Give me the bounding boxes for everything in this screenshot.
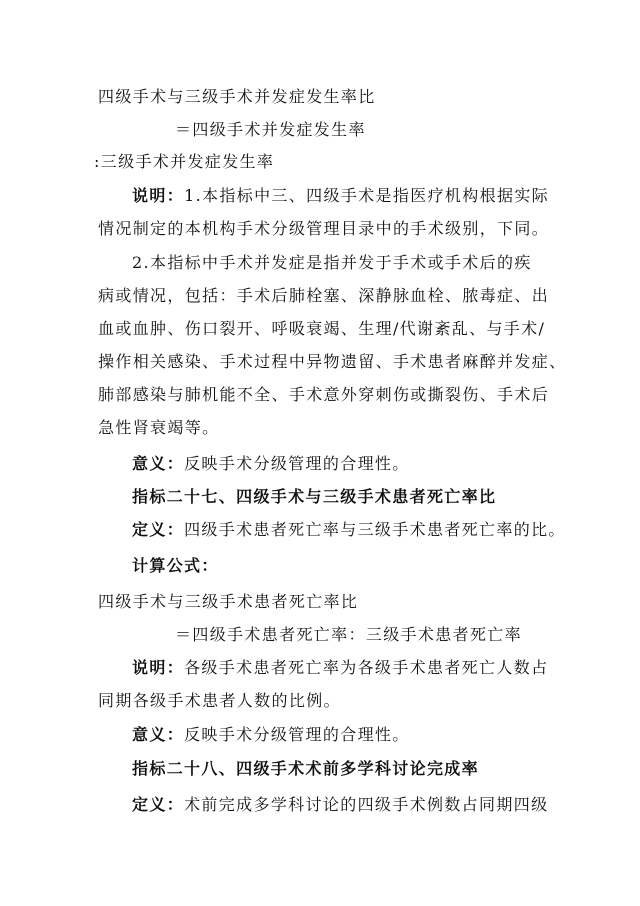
formula-title-complication-ratio: 四级手术与三级手术并发症发生率比 — [98, 87, 376, 106]
note-text: 各级手术患者死亡率为各级手术患者死亡人数占 — [184, 658, 549, 677]
definition-label: 定义： — [132, 520, 185, 539]
formula-denominator: :三级手术并发症发生率 — [94, 152, 275, 171]
note-text: 1.本指标中三、四级手术是指医疗机构根据实际 — [184, 186, 550, 205]
significance-line — [132, 725, 410, 745]
indicator-28-heading: 指标二十八、四级手术术前多学科讨论完成率 — [132, 759, 480, 778]
significance-label: 意义： — [132, 725, 185, 744]
formula-title-mortality-ratio: 四级手术与三级手术患者死亡率比 — [98, 592, 359, 611]
formula-heading: 计算公式： — [132, 556, 219, 575]
paragraph-line: 急性肾衰竭等。 — [98, 418, 220, 437]
significance-text: 反映手术分级管理的合理性。 — [184, 725, 410, 744]
formula-expression: ＝四级手术患者死亡率：三级手术患者死亡率 — [175, 625, 523, 644]
note-paragraph-1 — [132, 186, 549, 206]
paragraph-line: 肺部感染与肺机能不全、手术意外穿刺伤或撕裂伤、手术后 — [98, 385, 550, 404]
definition-line — [132, 520, 566, 540]
definition-text: 术前完成多学科讨论的四级手术例数占同期四级 — [184, 795, 549, 814]
significance-text: 反映手术分级管理的合理性。 — [184, 454, 410, 473]
note-label: 说明： — [132, 186, 185, 205]
definition-label: 定义： — [132, 795, 185, 814]
paragraph-line: 血或血肿、伤口裂开、呼吸衰竭、生理/代谢紊乱、与手术/ — [98, 319, 546, 338]
definition-text: 四级手术患者死亡率与三级手术患者死亡率的比。 — [184, 520, 566, 539]
definition-line — [132, 795, 548, 815]
note-paragraph-2: 2.本指标中手术并发症是指并发于手术或手术后的疾 — [132, 253, 532, 272]
paragraph-line: 同期各级手术患者人数的比例。 — [98, 691, 341, 710]
significance-line — [132, 454, 410, 474]
note-paragraph-3 — [132, 658, 548, 678]
paragraph-line: 操作相关感染、手术过程中异物遗留、手术患者麻醉并发症、 — [98, 352, 567, 371]
paragraph-line: 情况制定的本机构手术分级管理目录中的手术级别，下同。 — [98, 219, 550, 238]
paragraph-line: 病或情况，包括：手术后肺栓塞、深静脉血栓、脓毒症、出 — [98, 286, 550, 305]
significance-label: 意义： — [132, 454, 185, 473]
formula-numerator: ＝四级手术并发症发生率 — [175, 120, 366, 139]
note-label: 说明： — [132, 658, 185, 677]
indicator-27-heading: 指标二十七、四级手术与三级手术患者死亡率比 — [132, 487, 497, 506]
